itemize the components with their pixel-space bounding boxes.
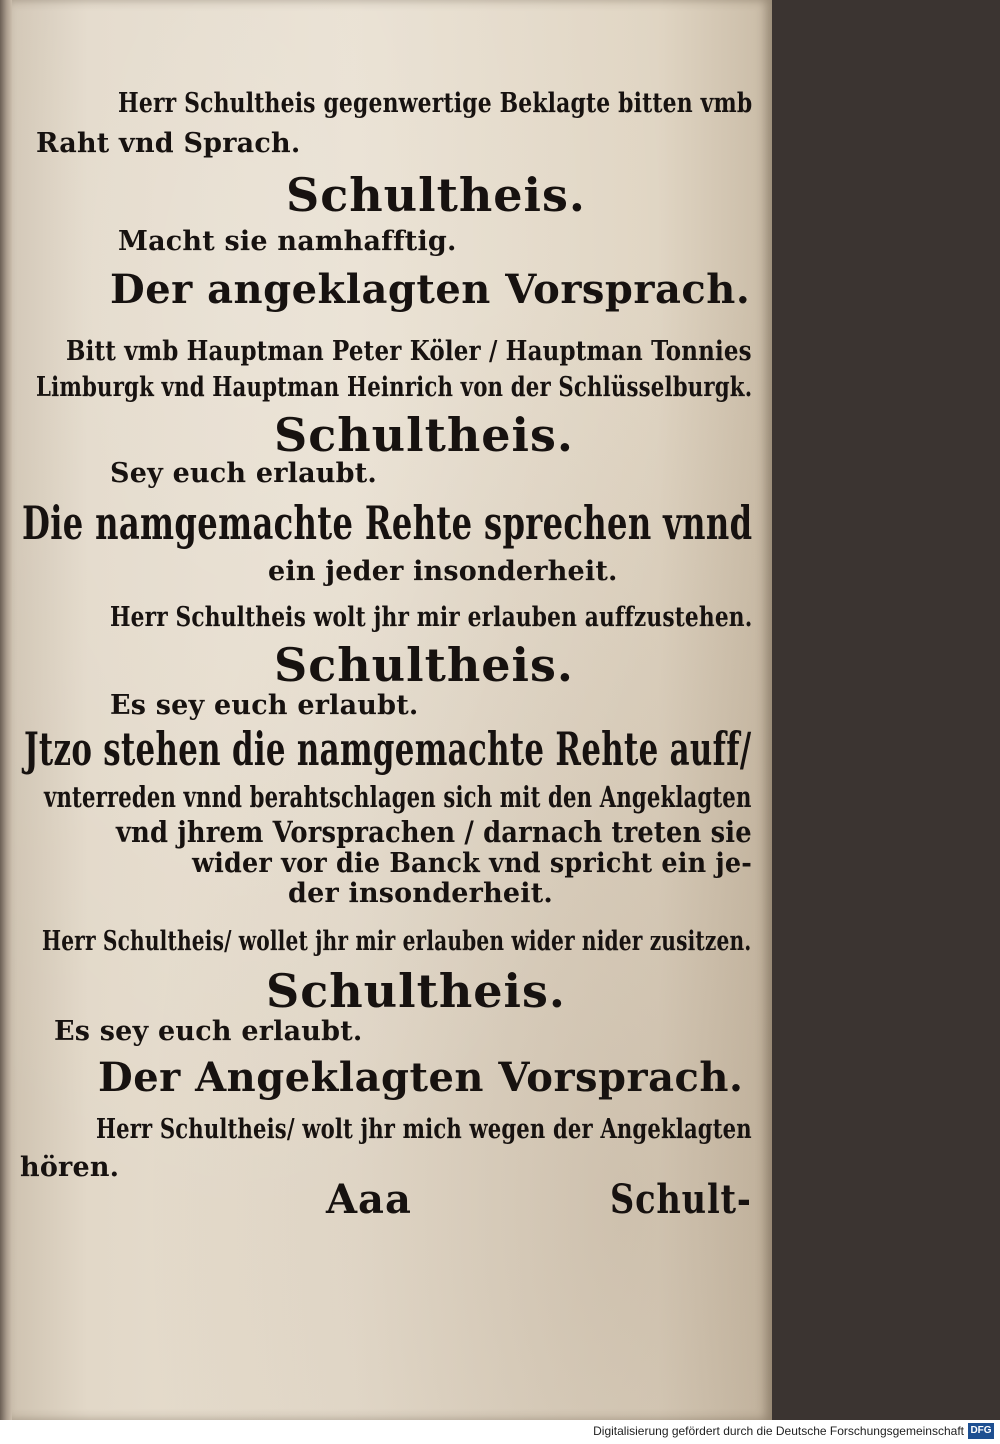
stage-direction: vnterreden vnnd berahtschlagen sich mit den Angeklagten: [44, 780, 752, 814]
text-line: Herr Schultheis/ wollet jhr mir erlauben wider nider zusitzen.: [42, 926, 752, 957]
speaker-heading: Der angeklagten Vorsprach.: [110, 266, 751, 313]
book-page: [12, 0, 772, 1420]
text-line: Macht sie namhafftig.: [118, 226, 457, 257]
speaker-heading: Schultheis.: [274, 408, 574, 462]
text-line: Es sey euch erlaubt.: [54, 1016, 363, 1047]
speaker-heading: Schultheis.: [266, 964, 566, 1018]
stage-direction: ein jeder insonderheit.: [268, 556, 618, 587]
stage-direction: vnd jhrem Vorsprachen / darnach treten sie: [116, 815, 752, 849]
text-line: hören.: [20, 1152, 120, 1183]
text-line: Es sey euch erlaubt.: [110, 690, 419, 721]
text-line: Limburgk vnd Hauptman Heinrich von der Schlüsselburgk.: [36, 372, 753, 403]
funding-credit: Digitalisierung gefördert durch die Deutsche Forschungsgemeinschaft: [593, 1424, 964, 1438]
catchword: Schult-: [610, 1176, 752, 1223]
text-line: Herr Schultheis/ wolt jhr mich wegen der Angeklagten: [96, 1114, 752, 1145]
text-line: Bitt vmb Hauptman Peter Köler / Hauptman Tonnies: [66, 336, 752, 367]
text-line: Herr Schultheis wolt jhr mir erlauben auffzustehen.: [110, 602, 753, 633]
footer-bar: [0, 1420, 1000, 1444]
signature-mark: Aaa: [326, 1176, 412, 1223]
stage-direction: Jtzo stehen die namgemachte Rehte auff/: [24, 722, 752, 776]
stage-direction: wider vor die Banck vnd spricht ein je-: [192, 848, 753, 879]
text-line: Herr Schultheis gegenwertige Beklagte bitten vmb: [118, 88, 753, 119]
speaker-heading: Schultheis.: [286, 168, 586, 222]
stage-direction: Die namgemachte Rehte sprechen vnnd: [22, 496, 753, 550]
stage-direction: der insonderheit.: [288, 878, 554, 909]
speaker-heading: Schultheis.: [274, 638, 574, 692]
speaker-heading: Der Angeklagten Vorsprach.: [98, 1054, 744, 1101]
text-line: Sey euch erlaubt.: [110, 458, 377, 489]
dfg-logo: DFG: [968, 1423, 994, 1439]
text-line: Raht vnd Sprach.: [36, 128, 301, 159]
